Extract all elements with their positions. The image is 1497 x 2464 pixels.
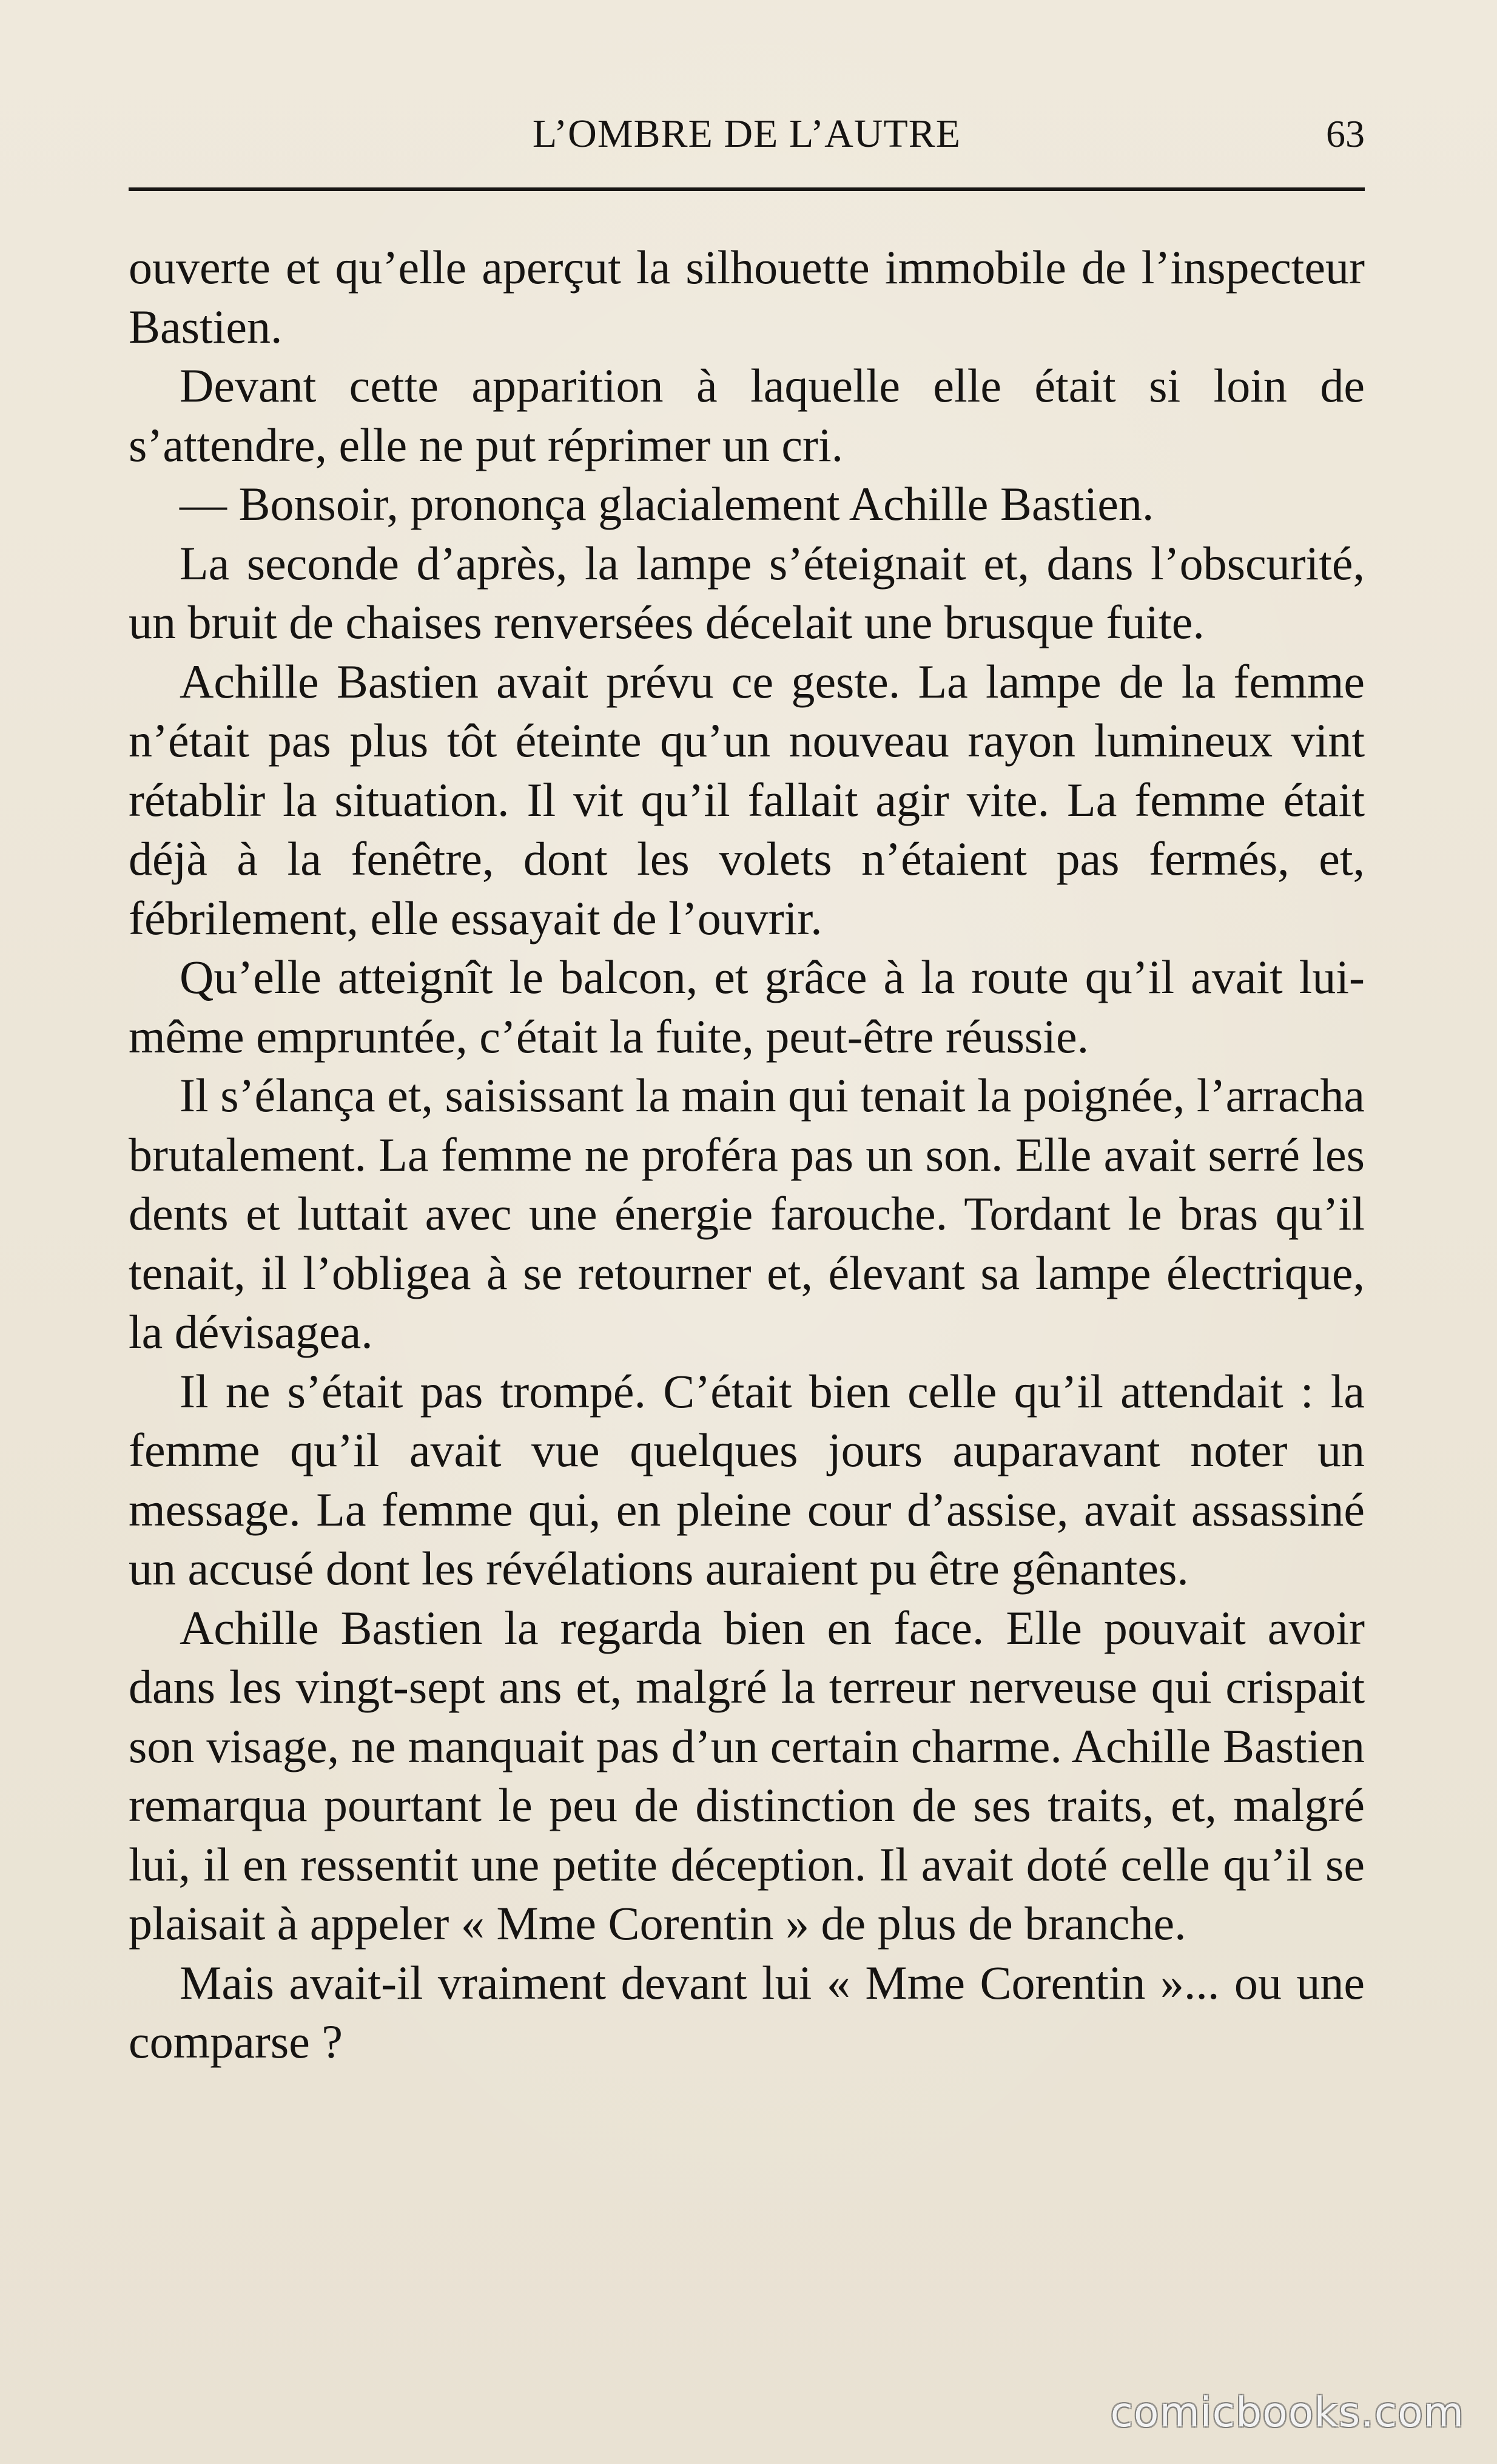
paragraph-10: Mais avait-il vraiment devant lui « Mme Corentin »... ou une comparse ? xyxy=(129,1956,1365,2068)
paragraph-9: Achille Bastien la regarda bien en face. Elle pouvait avoir dans les vingt-sept ans et, malgré la terreur nerveuse qui crispait son visage, ne manquait pas d’un certain charme. Achille Bastien remarqua pourtant le peu de distinction de ses traits, et, malgré lui, il en ressentit une petite déception. Il avait doté celle qu’il se plaisait à appeler « Mme Corentin » de plus de branche. xyxy=(129,1601,1365,1950)
paragraph-5: Achille Bastien avait prévu ce geste. La lampe de la femme n’était pas plus tôt éteinte qu’un nouveau rayon lumineux vint rétablir la situation. Il vit qu’il fallait agir vite. La femme était déjà à la fenêtre, dont les volets n’étaient pas fermés, et, fébrilement, elle essayait de l’ouvrir. xyxy=(129,655,1365,944)
paragraph-1: ouverte et qu’elle aperçut la silhouette immobile de l’inspecteur Bastien. xyxy=(129,241,1365,353)
paragraph-2: Devant cette apparition à laquelle elle était si loin de s’attendre, elle ne put réprimer un cri. xyxy=(129,359,1365,471)
paragraph-8: Il ne s’était pas trompé. C’était bien celle qu’il attendait : la femme qu’il avait vue quelques jours auparavant noter un message. La femme qui, en pleine cour d’assise, avait assassiné un accusé dont les révélations auraient pu être gênantes. xyxy=(129,1364,1365,1595)
paragraph-4: La seconde d’après, la lampe s’éteignait et, dans l’obscurité, un bruit de chaises renversées décelait une brusque fuite. xyxy=(129,536,1365,648)
running-title: L’OMBRE DE L’AUTRE xyxy=(532,112,961,156)
paragraph-6: Qu’elle atteignît le balcon, et grâce à la route qu’il avait lui-même empruntée, c’était la fuite, peut-être réussie. xyxy=(129,951,1365,1063)
header-rule xyxy=(129,187,1365,191)
page-number: 63 xyxy=(1326,112,1365,155)
paragraph-7: Il s’élança et, saisissant la main qui tenait la poignée, l’arracha brutalement. La femme ne proféra pas un son. Elle avait serré les dents et luttait avec une énergie farouche. Tordant le bras qu’il tenait, il l’obligea à se retourner et, élevant sa lampe électrique, la dévisagea. xyxy=(129,1069,1365,1358)
page-header xyxy=(129,110,1365,158)
paragraph-3: — Bonsoir, prononça glacialement Achille Bastien. xyxy=(180,477,1154,530)
body-text xyxy=(129,238,1365,2072)
watermark: comicbooks.com xyxy=(1110,2389,1464,2437)
